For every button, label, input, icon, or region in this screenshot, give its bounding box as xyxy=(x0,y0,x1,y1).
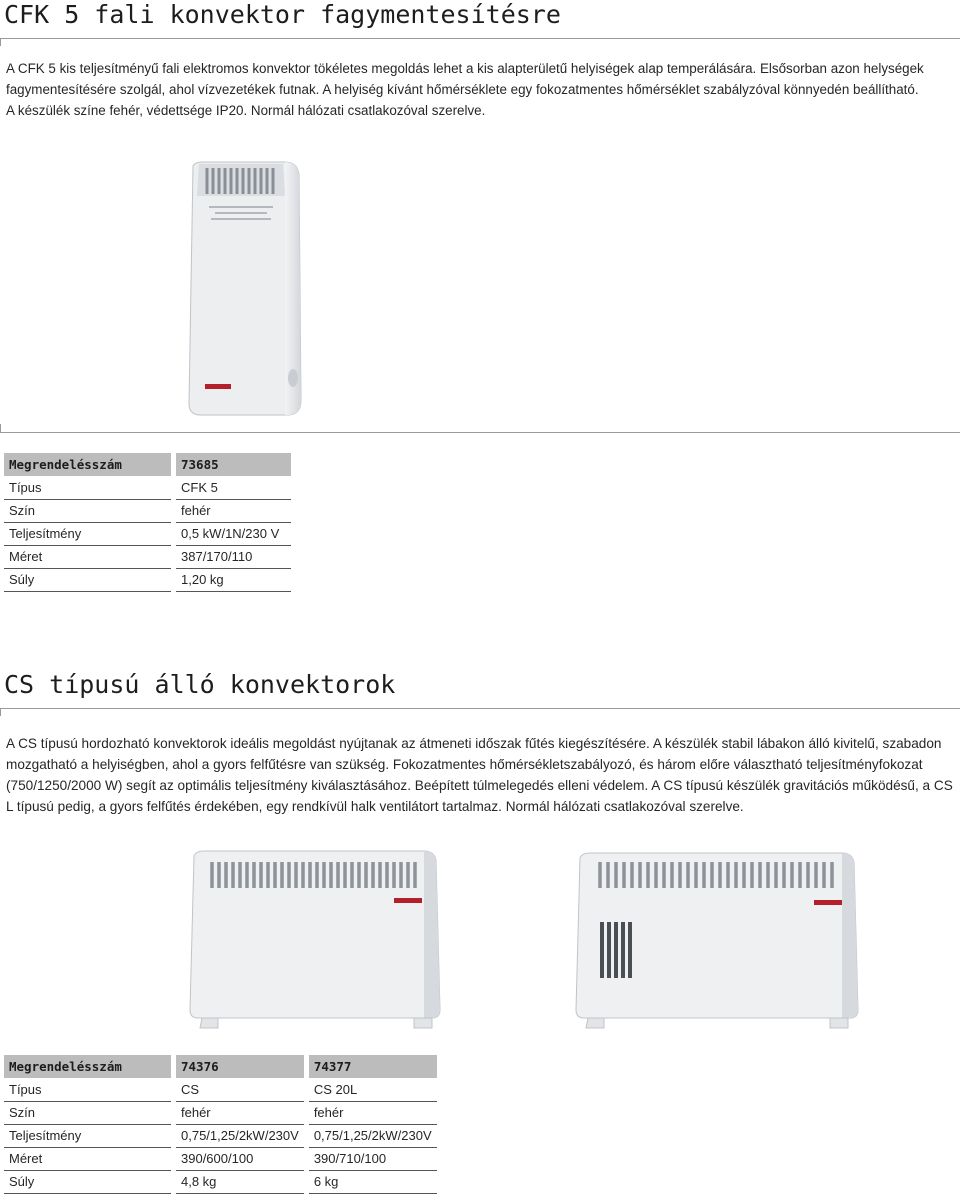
spec-table-header-row xyxy=(4,1055,437,1078)
section2-spec-table xyxy=(4,1055,437,1194)
table-row xyxy=(4,522,291,545)
section2-description-text: A CS típusú hordozható konvektorok ideális megoldást nyújtanak az átmeneti időszak fűtés kiegészítésére. A készülék stabil lábakon álló kivitelű, szabadon mozgatható a helyiségben, ahol a gyors felfűtésre van szükség. Fokozatmentes hőmérsékletszabályozó, és három előre választható teljesítményfokozat (750/1250/2000 W) segít az optimális teljesítmény kiválasztásához. Beépített túlmelegedés elleni védelem. A CS típusú készülék gravitációs működésű, a CS L típusú pedig, a gyors felfűtés érdekében, egy rendkívül halk ventilátort tartalmaz. Normál hálózati csatlakozóval szerelve. xyxy=(6,736,953,814)
spec-label: Típus xyxy=(4,476,171,499)
spec-header-order-number: 73685 xyxy=(176,453,291,476)
cfk5-convector-image xyxy=(185,160,310,418)
spec-label: Szín xyxy=(4,499,171,522)
spec-value: 0,5 kW/1N/230 V xyxy=(176,522,291,545)
spec-value: 1,20 kg xyxy=(176,568,291,591)
section1-image-rule-tick xyxy=(0,424,1,432)
spec-value: fehér xyxy=(309,1101,437,1124)
spec-value: CS 20L xyxy=(309,1078,437,1101)
section1-description-line2: A készülék színe fehér, védettsége IP20. Normál hálózati csatlakozóval szerelve. xyxy=(6,103,486,118)
section1-image-rule xyxy=(0,432,960,433)
section2-title-rule-tick xyxy=(0,708,1,716)
spec-value: CFK 5 xyxy=(176,476,291,499)
spec-value: 4,8 kg xyxy=(176,1170,304,1193)
table-row xyxy=(4,1078,437,1101)
spec-value: CS xyxy=(176,1078,304,1101)
spec-label: Súly xyxy=(4,1170,171,1193)
table-row xyxy=(4,1124,437,1147)
spec-value: fehér xyxy=(176,1101,304,1124)
section1-description xyxy=(6,58,954,121)
spec-value: 390/600/100 xyxy=(176,1147,304,1170)
spec-value: fehér xyxy=(176,499,291,522)
section2-description xyxy=(6,733,954,817)
spec-table-header-row xyxy=(4,453,291,476)
table-row xyxy=(4,1147,437,1170)
spec-value: 6 kg xyxy=(309,1170,437,1193)
section1-spec-table xyxy=(4,453,291,592)
table-row xyxy=(4,545,291,568)
table-row xyxy=(4,1101,437,1124)
spec-label: Szín xyxy=(4,1101,171,1124)
spec-label: Méret xyxy=(4,1147,171,1170)
spec-header-order-number: 74377 xyxy=(309,1055,437,1078)
spec-label: Teljesítmény xyxy=(4,1124,171,1147)
spec-header-order-number: 74376 xyxy=(176,1055,304,1078)
section1-title-rule xyxy=(0,38,960,39)
section2-title-rule xyxy=(0,708,960,709)
table-row xyxy=(4,499,291,522)
spec-header-label: Megrendelésszám xyxy=(4,1055,171,1078)
table-row xyxy=(4,476,291,499)
spec-label: Típus xyxy=(4,1078,171,1101)
spec-value: 387/170/110 xyxy=(176,545,291,568)
spec-label: Teljesítmény xyxy=(4,522,171,545)
table-row xyxy=(4,568,291,591)
spec-header-label: Megrendelésszám xyxy=(4,453,171,476)
cs20l-convector-image xyxy=(574,852,860,1030)
spec-label: Súly xyxy=(4,568,171,591)
section1-title-rule-tick xyxy=(0,38,1,46)
cs-convector-image xyxy=(188,850,442,1030)
spec-value: 390/710/100 xyxy=(309,1147,437,1170)
spec-value: 0,75/1,25/2kW/230V xyxy=(309,1124,437,1147)
section2-title: CS típusú álló konvektorok xyxy=(4,670,396,699)
spec-label: Méret xyxy=(4,545,171,568)
table-row xyxy=(4,1170,437,1193)
section1-title: CFK 5 fali konvektor fagymentesítésre xyxy=(4,0,561,29)
section1-description-line1: A CFK 5 kis teljesítményű fali elektromos konvektor tökéletes megoldás lehet a kis alapterületű helyiségek alap temperálására. Elsősorban azon helységek fagymentesítésére szolgál, ahol vízvezetékek futnak. A helyiség kívánt hőmérséklete egy fokozatmentes hőmérséklet szabályzóval könnyedén beállítható. xyxy=(6,61,924,97)
spec-value: 0,75/1,25/2kW/230V xyxy=(176,1124,304,1147)
